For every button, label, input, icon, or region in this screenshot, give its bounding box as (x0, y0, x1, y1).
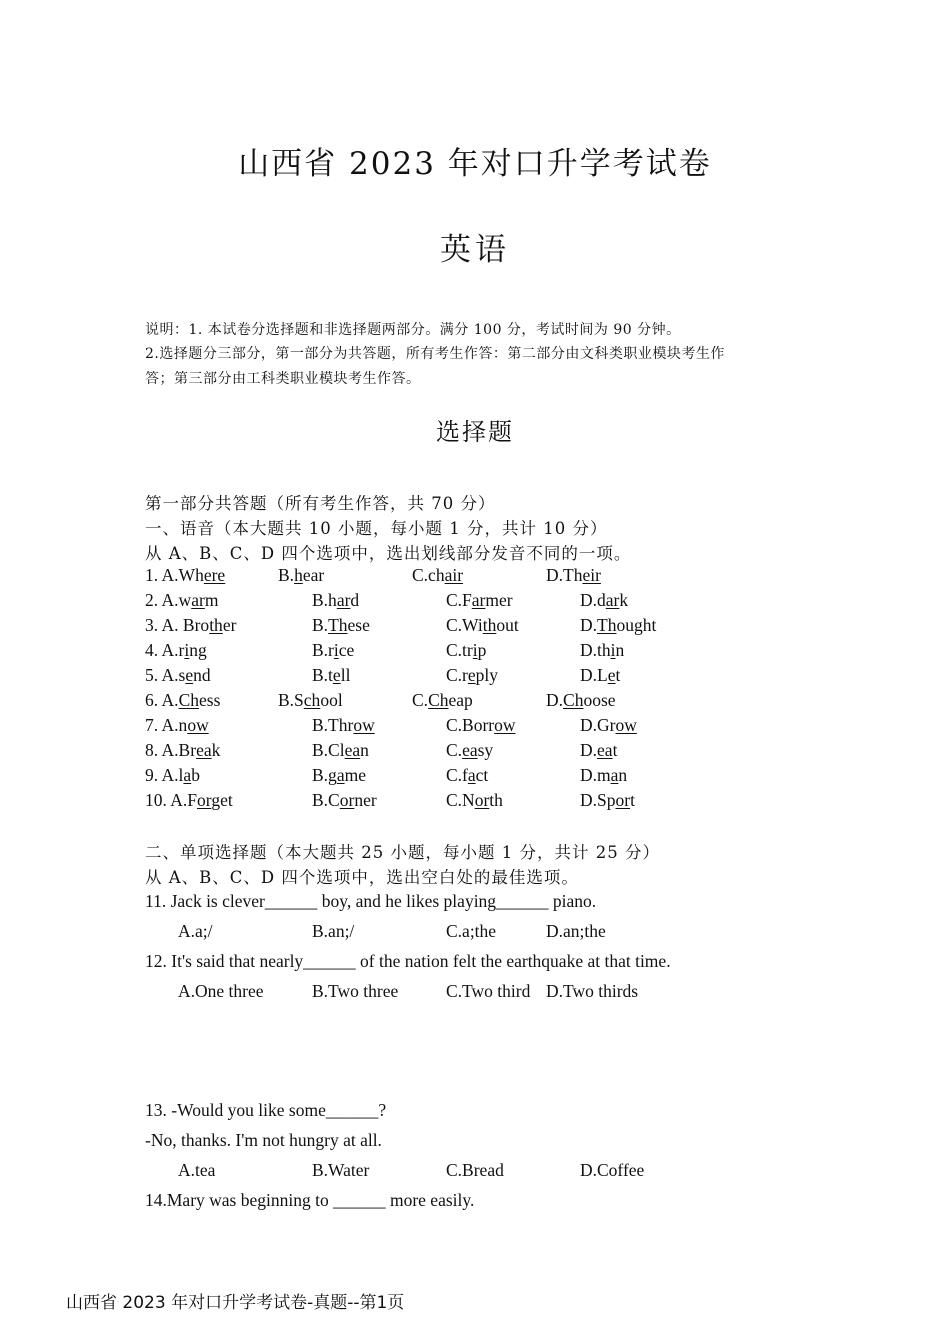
option-text: D.Th (546, 565, 583, 585)
phonetics-option-a (145, 565, 225, 586)
question-13-reply: -No, thanks. I'm not hungry at all. (145, 1130, 382, 1150)
option-text: C.ch (412, 565, 445, 585)
option-text: k (619, 590, 629, 610)
option-text: B.Cl (312, 740, 345, 760)
question-13-stem: 13. -Would you like some______? (145, 1100, 387, 1120)
underlined-part: ow (353, 715, 375, 735)
option-text: t (615, 665, 621, 685)
option-text: me (344, 765, 366, 785)
phonetics-option-b (312, 740, 369, 761)
phonetics-option-c (446, 590, 513, 611)
option-text: C. (446, 740, 463, 760)
option-text: b (191, 765, 200, 785)
option-text: B.h (312, 590, 337, 610)
phonetics-option-c (446, 665, 498, 686)
option-text: th (489, 790, 503, 810)
phonetics-option-a (145, 765, 200, 786)
option-text: D.L (580, 665, 608, 685)
option-text: D. (580, 615, 598, 635)
phonetics-option-d (580, 665, 620, 686)
underlined-part: i (333, 640, 339, 660)
option-text: D.d (580, 590, 606, 610)
underlined-part: th (209, 615, 223, 635)
option-text: k (211, 740, 221, 760)
question-12-stem: 12. It's said that nearly______ of the nation felt the earthquake at that time. (145, 951, 671, 971)
question-number: 3. (145, 615, 162, 635)
option-text: B.Thr (312, 715, 354, 735)
question-11-option-a: A.a;/ (178, 921, 213, 941)
option-text: A.n (161, 715, 188, 735)
question-12-option-c: C.Two third (446, 981, 531, 1001)
option-text: d (350, 590, 360, 610)
option-text: B.t (312, 665, 333, 685)
option-text: ese (347, 615, 370, 635)
underlined-part: air (444, 565, 464, 585)
question-number: 1. (145, 565, 162, 585)
underlined-part: or (197, 790, 212, 810)
underlined-part: i (184, 640, 190, 660)
option-text: n (618, 765, 628, 785)
phonetics-option-c (412, 565, 463, 586)
phonetics-option-c (412, 690, 473, 711)
option-text: mer (485, 590, 513, 610)
option-text: eap (448, 690, 473, 710)
underlined-part: e (332, 665, 341, 685)
option-text: D.Gr (580, 715, 616, 735)
underlined-part: ow (494, 715, 516, 735)
underlined-part: e (467, 665, 476, 685)
question-number: 5. (145, 665, 162, 685)
underlined-part: ea (196, 740, 212, 760)
option-text: get (211, 790, 233, 810)
option-text: A.Wh (161, 565, 204, 585)
phonetics-option-d (580, 765, 627, 786)
phonetics-option-d (580, 640, 624, 661)
option-text: A.F (170, 790, 198, 810)
option-text: C.F (446, 590, 472, 610)
option-text: C. (412, 690, 429, 710)
underlined-part: Ch (563, 690, 584, 710)
option-text: D. (580, 740, 598, 760)
page-title: 山西省 2023 年对口升学考试卷 (238, 146, 712, 182)
underlined-part: ar (336, 590, 351, 610)
phonetics-option-b (278, 565, 324, 586)
phonetics-option-d (580, 790, 635, 811)
section-title: 选择题 (436, 418, 514, 446)
option-text: A.w (161, 590, 192, 610)
underlined-part: ea (597, 740, 613, 760)
option-text: ply (475, 665, 499, 685)
phonetics-option-d (546, 565, 601, 586)
underlined-part: eir (582, 565, 601, 585)
phonetics-option-a (145, 740, 220, 761)
option-text: A. Bro (161, 615, 210, 635)
subject-title: 英语 (440, 232, 510, 268)
question-12-option-b: B.Two three (312, 981, 399, 1001)
underlined-part: a (467, 765, 476, 785)
option-text: er (222, 615, 237, 635)
question-13-option-a: A.tea (178, 1160, 216, 1180)
underlined-part: ea (344, 740, 361, 760)
question-number: 9. (145, 765, 162, 785)
option-text: ct (475, 765, 489, 785)
phonetics-option-b (312, 615, 370, 636)
underlined-part: ow (615, 715, 637, 735)
question-number: 10. (145, 790, 171, 810)
phonetics-option-b (312, 640, 354, 661)
underlined-part: h (294, 565, 303, 585)
question-12-option-a: A.One three (178, 981, 264, 1001)
phonetics-option-d (580, 615, 656, 636)
phonetics-option-a (145, 690, 220, 711)
underlined-part: ow (187, 715, 209, 735)
phonetics-heading: 一、语音（本大题共 10 小题，每小题 1 分，共计 10 分） (145, 519, 608, 538)
option-text: D.Sp (580, 790, 616, 810)
underlined-part: ar (191, 590, 205, 610)
phonetics-option-d (580, 590, 628, 611)
underlined-part: e (607, 665, 616, 685)
option-text: ner (354, 790, 377, 810)
option-text: ear (302, 565, 325, 585)
underlined-part: th (482, 615, 497, 635)
phonetics-option-a (145, 640, 207, 661)
underlined-part: ar (605, 590, 620, 610)
phonetics-option-b (312, 665, 350, 686)
question-12-option-d: D.Two thirds (546, 981, 639, 1001)
phonetics-option-c (446, 715, 516, 736)
option-text: A.l (161, 765, 184, 785)
question-13-option-d: D.Coffee (580, 1160, 645, 1180)
option-text: B. (312, 615, 329, 635)
single-choice-instruction: 从 A、B、C、D 四个选项中，选出空白处的最佳选项。 (145, 868, 579, 887)
underlined-part: or (474, 790, 490, 810)
option-text: B.g (312, 765, 337, 785)
underlined-part: Ch (178, 690, 199, 710)
underlined-part: a (610, 765, 619, 785)
option-text: ce (338, 640, 355, 660)
phonetics-option-d (546, 690, 616, 711)
phonetics-option-c (446, 765, 488, 786)
question-number: 2. (145, 590, 162, 610)
underlined-part: e (185, 665, 194, 685)
phonetics-option-b (312, 790, 377, 811)
option-text: D.m (580, 765, 611, 785)
option-text: B.C (312, 790, 340, 810)
phonetics-option-c (446, 615, 519, 636)
option-text: ought (616, 615, 657, 635)
phonetics-option-a (145, 790, 233, 811)
option-text: A.Br (161, 740, 197, 760)
option-text: nd (193, 665, 211, 685)
option-text: B. (278, 565, 295, 585)
option-text: n (615, 640, 625, 660)
option-text: p (477, 640, 487, 660)
phonetics-option-a (145, 715, 209, 736)
phonetics-option-a (145, 615, 236, 636)
option-text: sy (477, 740, 494, 760)
underlined-part: ere (203, 565, 226, 585)
option-text: C.Wi (446, 615, 483, 635)
underlined-part: or (615, 790, 631, 810)
question-13-option-c: C.Bread (446, 1160, 504, 1180)
option-text: oose (583, 690, 616, 710)
option-text: C.r (446, 665, 468, 685)
part1-heading: 第一部分共答题（所有考生作答，共 70 分） (145, 494, 496, 513)
phonetics-option-d (580, 715, 637, 736)
underlined-part: Th (597, 615, 617, 635)
option-text: t (630, 790, 635, 810)
underlined-part: ar (471, 590, 486, 610)
option-text: m (204, 590, 219, 610)
question-11-option-b: B.an;/ (312, 921, 355, 941)
question-11-option-d: D.an;the (546, 921, 606, 941)
question-11-stem: 11. Jack is clever______ boy, and he likes playing______ piano. (145, 891, 597, 911)
option-text: C.f (446, 765, 468, 785)
option-text: A.r (161, 640, 185, 660)
underlined-part: ea (462, 740, 478, 760)
underlined-part: or (339, 790, 355, 810)
option-text: A.s (161, 665, 186, 685)
note-line-2: 2.选择题分三部分，第一部分为共答题，所有考生作答：第二部分由文科类职业模块考生作 (145, 346, 725, 362)
question-number: 4. (145, 640, 162, 660)
option-text: ng (189, 640, 207, 660)
option-text: ess (199, 690, 221, 710)
note-line-3: 答；第三部分由工科类职业模块考生作答。 (145, 371, 421, 387)
phonetics-option-c (446, 640, 486, 661)
underlined-part: Ch (428, 690, 449, 710)
phonetics-option-b (312, 715, 375, 736)
phonetics-option-c (446, 740, 493, 761)
phonetics-option-d (580, 740, 617, 761)
underlined-part: ch (303, 690, 321, 710)
option-text: C.N (446, 790, 475, 810)
phonetics-option-a (145, 590, 218, 611)
option-text: C.Borr (446, 715, 495, 735)
option-text: n (360, 740, 369, 760)
phonetics-option-b (312, 590, 359, 611)
option-text: A. (161, 690, 179, 710)
question-number: 7. (145, 715, 162, 735)
underlined-part: a (183, 765, 192, 785)
question-11-option-c: C.a;the (446, 921, 497, 941)
option-text: ool (320, 690, 343, 710)
option-text: B.r (312, 640, 334, 660)
underlined-part: i (610, 640, 616, 660)
option-text: C.tr (446, 640, 473, 660)
option-text: out (496, 615, 519, 635)
option-text: D.th (580, 640, 611, 660)
underlined-part: a (336, 765, 345, 785)
note-line-1: 说明：1. 本试卷分选择题和非选择题两部分。满分 100 分，考试时间为 90 分钟。 (145, 322, 681, 338)
page-footer: 山西省 2023 年对口升学考试卷-真题--第1页 (66, 1293, 405, 1313)
question-13-option-b: B.Water (312, 1160, 370, 1180)
phonetics-option-b (278, 690, 343, 711)
underlined-part: i (472, 640, 478, 660)
question-14-stem: 14.Mary was beginning to ______ more easily. (145, 1190, 475, 1210)
phonetics-option-c (446, 790, 503, 811)
option-text: D. (546, 690, 564, 710)
option-text: t (612, 740, 618, 760)
question-number: 6. (145, 690, 162, 710)
question-number: 8. (145, 740, 162, 760)
phonetics-option-a (145, 665, 211, 686)
option-text: B.S (278, 690, 304, 710)
underlined-part: Th (328, 615, 348, 635)
phonetics-option-b (312, 765, 366, 786)
phonetics-instruction: 从 A、B、C、D 四个选项中，选出划线部分发音不同的一项。 (145, 544, 632, 563)
single-choice-heading: 二、单项选择题（本大题共 25 小题，每小题 1 分，共计 25 分） (145, 843, 660, 862)
option-text: ll (340, 665, 351, 685)
